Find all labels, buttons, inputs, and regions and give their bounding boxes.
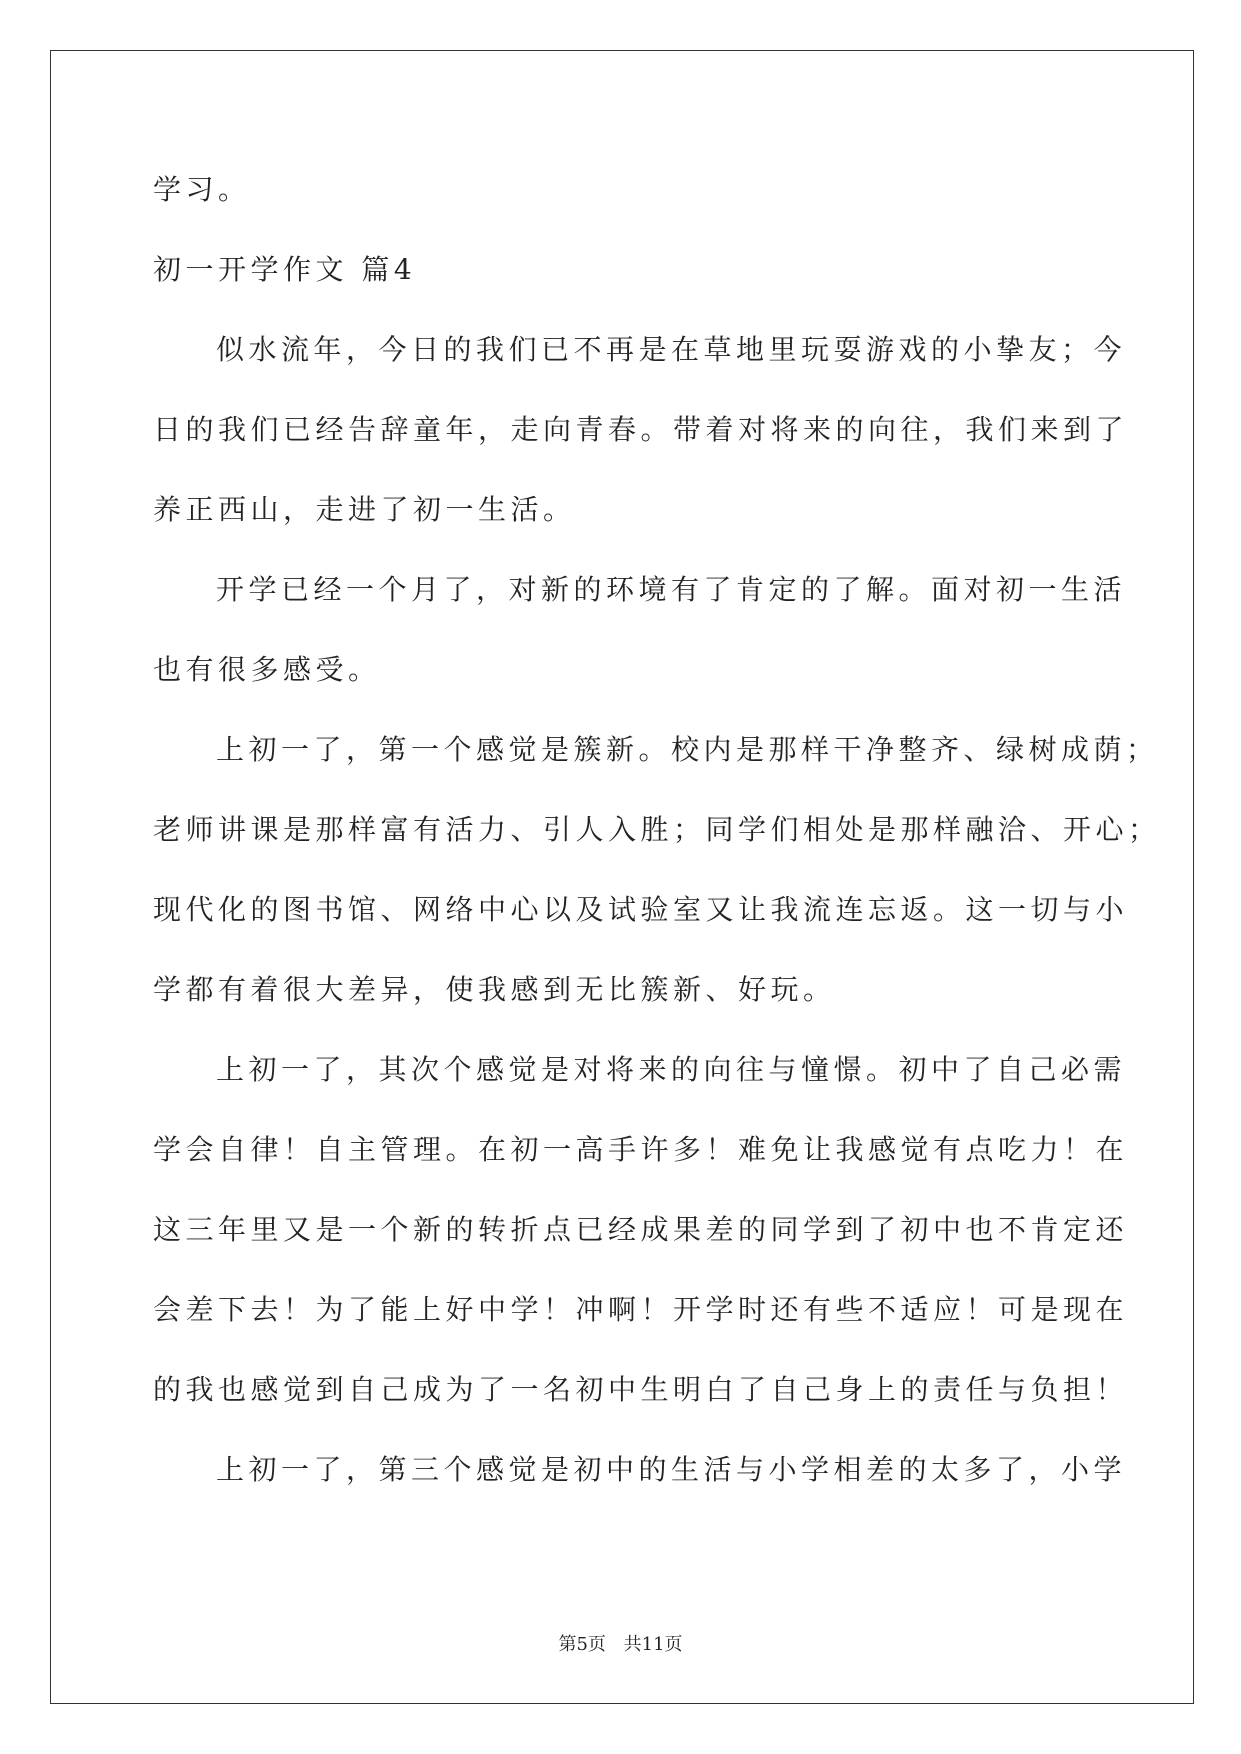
text-line: 这三年里又是一个新的转折点已经成果差的同学到了初中也不肯定还 — [153, 1213, 1129, 1246]
text-line: 也有很多感受。 — [153, 653, 381, 686]
text-line: 似水流年，今日的我们已不再是在草地里玩耍游戏的小挚友；今 — [216, 333, 1127, 366]
text-line: 开学已经一个月了，对新的环境有了肯定的了解。面对初一生活 — [216, 573, 1127, 606]
text-line: 上初一了，第三个感觉是初中的生活与小学相差的太多了，小学 — [216, 1453, 1127, 1486]
text-line: 学习。 — [153, 173, 251, 206]
text-line: 学都有着很大差异，使我感到无比簇新、好玩。 — [153, 973, 836, 1006]
page-footer — [0, 1630, 1241, 1656]
text-line: 老师讲课是那样富有活力、引人入胜；同学们相处是那样融洽、开心； — [153, 813, 1161, 846]
text-line: 上初一了，其次个感觉是对将来的向往与憧憬。初中了自己必需 — [216, 1053, 1127, 1086]
text-line: 会差下去！为了能上好中学！冲啊！开学时还有些不适应！可是现在 — [153, 1293, 1129, 1326]
text-line: 养正西山，走进了初一生活。 — [153, 493, 576, 526]
text-line: 上初一了，第一个感觉是簇新。校内是那样干净整齐、绿树成荫； — [216, 733, 1159, 766]
page-total: 共11页 — [623, 1634, 683, 1655]
document-body — [153, 165, 1161, 1525]
page-number: 第5页 — [558, 1634, 606, 1655]
text-line: 的我也感觉到自己成为了一名初中生明白了自己身上的责任与负担！ — [153, 1373, 1129, 1406]
section-heading: 初一开学作文 篇4 — [153, 253, 417, 286]
text-line: 学会自律！自主管理。在初一高手许多！难免让我感觉有点吃力！在 — [153, 1133, 1129, 1166]
text-line: 日的我们已经告辞童年，走向青春。带着对将来的向往，我们来到了 — [153, 413, 1129, 446]
text-line: 现代化的图书馆、网络中心以及试验室又让我流连忘返。这一切与小 — [153, 893, 1129, 926]
